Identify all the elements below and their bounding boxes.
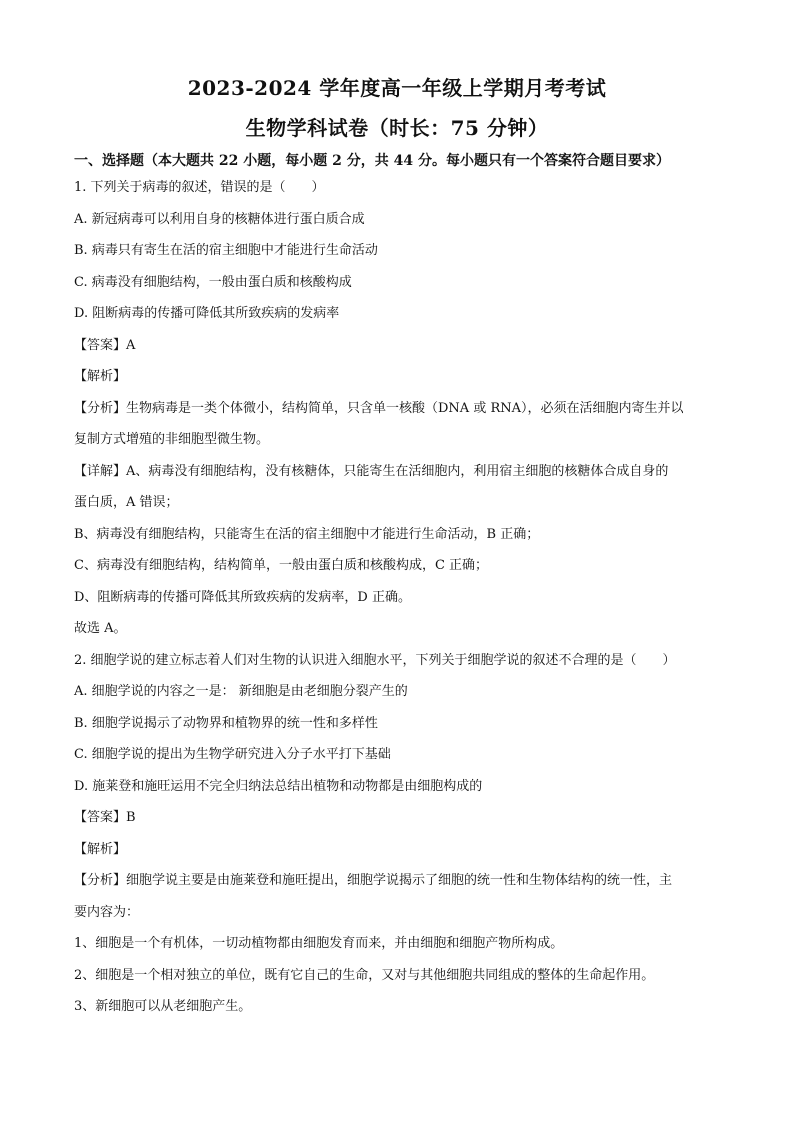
question-2-answer: 【答案】B [74, 810, 136, 825]
exam-subtitle: 生物学科试卷（时长：75 分钟） [245, 116, 549, 140]
question-2-analysis-label: 【解析】 [74, 841, 127, 857]
question-1-answer: 【答案】A [74, 337, 136, 353]
question-1-detail-line: B、病毒没有细胞结构，只能寄生在活的宿主细胞中才能进行生命活动，B 正确； [74, 526, 540, 542]
question-content [74, 180, 724, 1031]
question-1-option-d: D. 阻断病毒的传播可降低其所致疾病的发病率 [74, 306, 340, 321]
question-1-stem: 1. 下列关于病毒的叙述，错误的是（ ） [74, 180, 325, 195]
question-2-stem: 2. 细胞学说的建立标志着人们对生物的认识进入细胞水平，下列关于细胞学说的叙述不合理的是（ ） [74, 652, 676, 668]
question-1-detail-line: 【详解】A、病毒没有细胞结构，没有核糖体，只能寄生在活细胞内，利用宿主细胞的核糖体合成自身的 [74, 463, 669, 479]
question-1-analysis-line: 【分析】生物病毒是一类个体微小，结构简单，只含单一核酸（DNA 或 RNA），必须在活细胞内寄生并以 [74, 400, 684, 416]
question-1-detail-line: C、病毒没有细胞结构，结构简单，一般由蛋白质和核酸构成，C 正确； [74, 558, 489, 573]
question-2-analysis-line: 【分析】细胞学说主要是由施莱登和施旺提出，细胞学说揭示了细胞的统一性和生物体结构的统一性，主 [74, 873, 673, 888]
question-1-option-c: C. 病毒没有细胞结构，一般由蛋白质和核酸构成 [74, 274, 352, 290]
question-2-point-1: 1、细胞是一个有机体，一切动植物都由细胞发育而来，并由细胞和细胞产物所构成。 [74, 936, 564, 951]
question-1-analysis-label: 【解析】 [74, 369, 127, 384]
question-2-option-c: C. 细胞学说的提出为生物学研究进入分子水平打下基础 [74, 747, 391, 762]
question-2-analysis-line: 要内容为： [74, 904, 140, 920]
question-2-option-b: B. 细胞学说揭示了动物界和植物界的统一性和多样性 [74, 715, 378, 731]
question-1-analysis-line: 复制方式增殖的非细胞型微生物。 [74, 432, 270, 447]
section-heading: 一、选择题（本大题共 22 小题，每小题 2 分，共 44 分。每小题只有一个答案符合题目要求） [74, 153, 670, 169]
exam-title: 2023-2024 学年度高一年级上学期月考考试 [187, 76, 607, 100]
question-2-option-a: A. 细胞学说的内容之一是： 新细胞是由老细胞分裂产生的 [74, 684, 408, 699]
question-1-detail-line: D、阻断病毒的传播可降低其所致疾病的发病率，D 正确。 [74, 589, 411, 605]
question-1-conclusion: 故选 A。 [74, 621, 127, 636]
question-2-point-2: 2、细胞是一个相对独立的单位，既有它自己的生命，又对与其他细胞共同组成的整体的生命起作用。 [74, 967, 655, 983]
question-1-option-b: B. 病毒只有寄生在活的宿主细胞中才能进行生命活动 [74, 243, 378, 258]
question-2-point-3: 3、新细胞可以从老细胞产生。 [74, 999, 252, 1014]
question-2-option-d: D. 施莱登和施旺运用不完全归纳法总结出植物和动物都是由细胞构成的 [74, 778, 483, 794]
question-1-detail-line: 蛋白质，A 错误； [74, 495, 179, 510]
question-1-option-a: A. 新冠病毒可以利用自身的核糖体进行蛋白质合成 [74, 211, 365, 227]
